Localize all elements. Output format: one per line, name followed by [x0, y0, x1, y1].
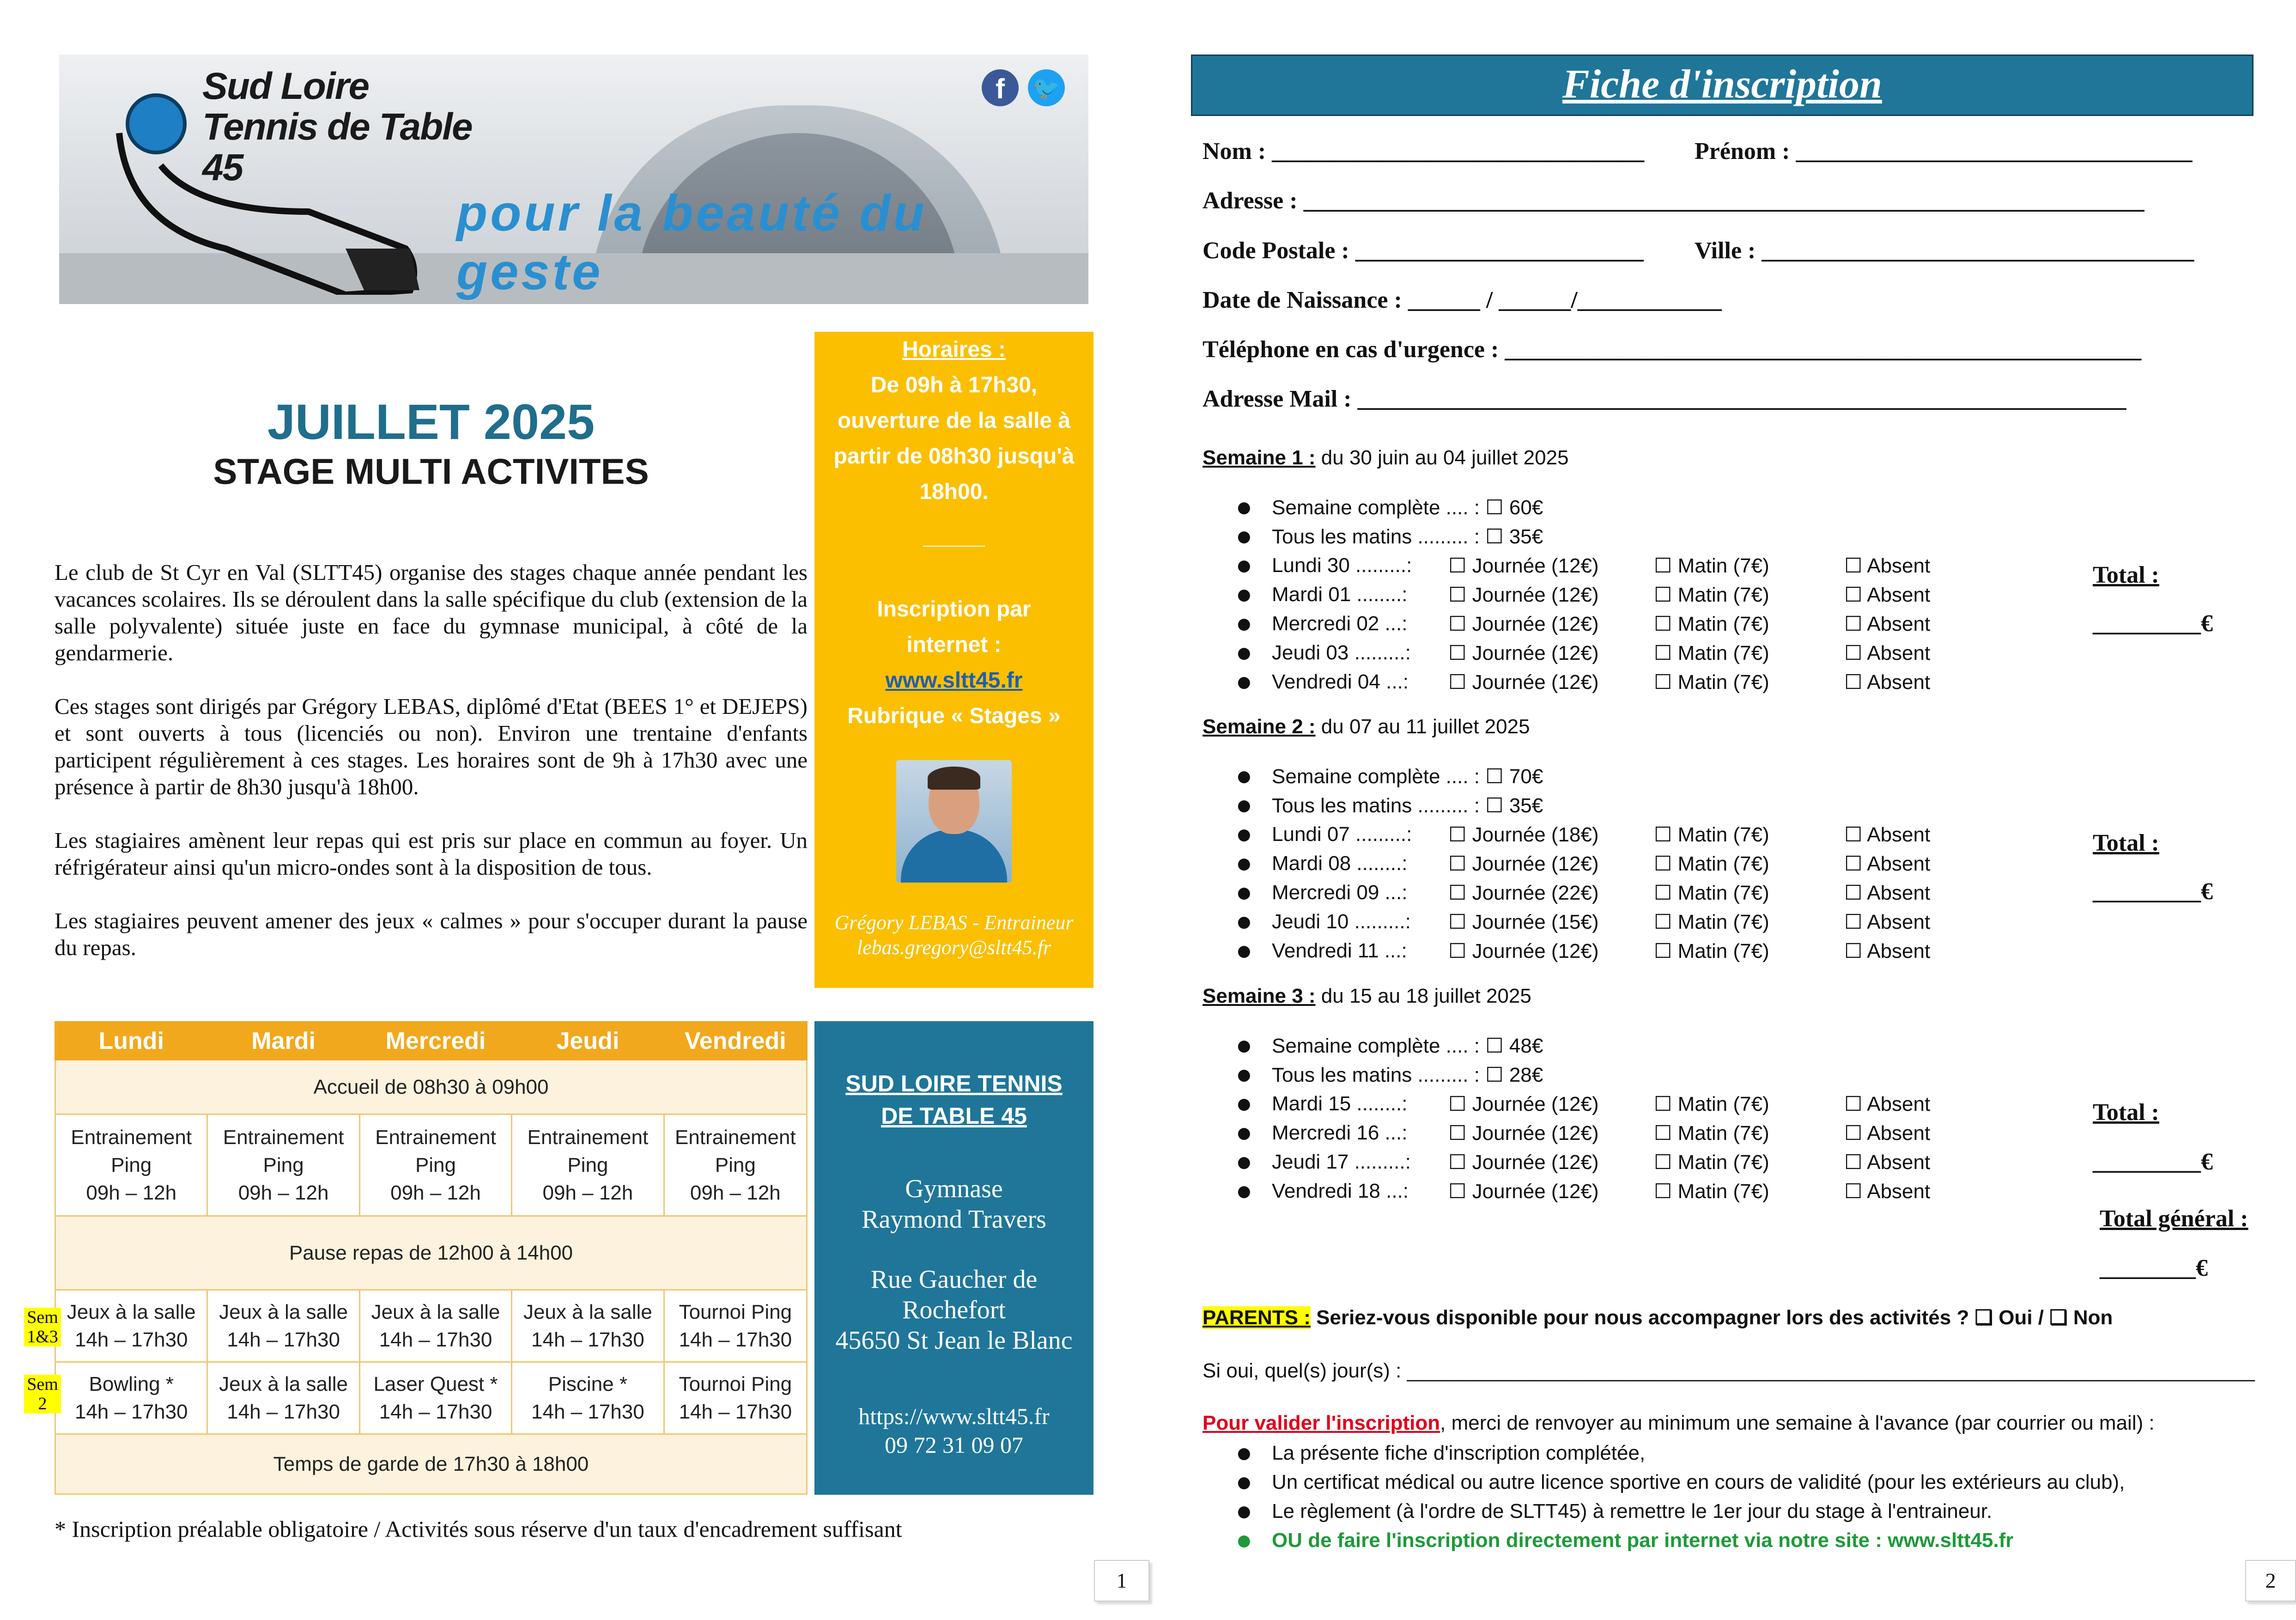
day-label: Vendredi 18 ...:: [1272, 1180, 1409, 1202]
jours-field[interactable]: Si oui, quel(s) jour(s) : ___________________________________________________________________________: [1203, 1359, 2255, 1382]
page-title: JUILLET 2025: [267, 394, 595, 450]
day-label: Jeudi 10 .........:: [1272, 910, 1411, 933]
total-general-value[interactable]: ________€: [2100, 1255, 2208, 1281]
week-2-header: Semaine 2 : du 07 au 11 juillet 2025: [1203, 715, 1530, 738]
bullet: ●: [1237, 673, 1251, 691]
week-1-matins[interactable]: Tous les matins ......... : ☐ 35€: [1272, 525, 1543, 548]
matin-checkbox[interactable]: ☐ Matin (7€): [1654, 1151, 1769, 1174]
matin-checkbox[interactable]: ☐ Matin (7€): [1654, 671, 1769, 694]
nom-field[interactable]: Nom : _______________________________: [1203, 138, 1645, 164]
journee-checkbox[interactable]: ☐ Journée (18€): [1448, 823, 1599, 846]
journee-checkbox[interactable]: ☐ Journée (12€): [1448, 1093, 1599, 1115]
matin-checkbox[interactable]: ☐ Matin (7€): [1654, 1093, 1769, 1115]
morning-cell: Entrainement Ping 09h – 12h: [664, 1115, 807, 1216]
bullet: ●: [1237, 767, 1251, 786]
day-label: Jeudi 03 .........:: [1272, 641, 1411, 664]
week-3-total-value[interactable]: _________€: [2093, 1149, 2213, 1175]
matin-checkbox[interactable]: ☐ Matin (7€): [1654, 853, 1769, 875]
club-name: SUD LOIRE TENNIS DE TABLE 45: [845, 1071, 1063, 1129]
afternoon-cell-sem13: Jeux à la salle 14h – 17h30: [207, 1290, 359, 1362]
absent-checkbox[interactable]: ☐ Absent: [1844, 671, 1931, 694]
code-postal-field[interactable]: Code Postale : ________________________: [1203, 238, 1644, 264]
matin-checkbox[interactable]: ☐ Matin (7€): [1654, 1122, 1769, 1145]
absent-checkbox[interactable]: ☐ Absent: [1844, 940, 1931, 962]
club-url[interactable]: https://www.sltt45.fr: [858, 1403, 1050, 1429]
horaires-text: De 09h à 17h30, ouverture de la salle à partir de 08h30 jusqu'à 18h00.: [833, 373, 1075, 504]
journee-checkbox[interactable]: ☐ Journée (12€): [1448, 671, 1599, 694]
bullet: ●: [1237, 1066, 1251, 1084]
bullet: ●: [1237, 615, 1251, 633]
day-header: Jeudi: [512, 1022, 664, 1060]
inscription-label: Inscription par internet :: [877, 597, 1031, 657]
week-3-header: Semaine 3 : du 15 au 18 juillet 2025: [1203, 985, 1531, 1007]
coach-email[interactable]: lebas.gregory@sltt45.fr: [856, 936, 1051, 959]
bullet: ●: [1237, 883, 1251, 902]
absent-checkbox[interactable]: ☐ Absent: [1844, 1122, 1931, 1145]
absent-checkbox[interactable]: ☐ Absent: [1844, 1093, 1931, 1115]
morning-cell: Entrainement Ping 09h – 12h: [512, 1115, 664, 1216]
week-2-matins[interactable]: Tous les matins ......... : ☐ 35€: [1272, 794, 1543, 817]
absent-checkbox[interactable]: ☐ Absent: [1844, 1151, 1931, 1174]
journee-checkbox[interactable]: ☐ Journée (12€): [1448, 554, 1599, 577]
club-logo-text: [202, 66, 472, 188]
week-1-complete[interactable]: Semaine complète .... : ☐ 60€: [1272, 496, 1543, 519]
absent-checkbox[interactable]: ☐ Absent: [1844, 554, 1931, 577]
day-label: Mercredi 02 ...:: [1272, 612, 1408, 635]
absent-checkbox[interactable]: ☐ Absent: [1844, 911, 1931, 933]
pause-row: Pause repas de 12h00 à 14h00: [55, 1216, 807, 1290]
journee-checkbox[interactable]: ☐ Journée (15€): [1448, 911, 1599, 933]
morning-cell: Entrainement Ping 09h – 12h: [359, 1115, 511, 1216]
matin-checkbox[interactable]: ☐ Matin (7€): [1654, 642, 1769, 664]
logo-line-1: Sud Loire: [202, 65, 369, 107]
form-title: Fiche d'inscription: [1191, 55, 2253, 116]
week-3-complete[interactable]: Semaine complète .... : ☐ 48€: [1272, 1035, 1543, 1057]
bullet: ●: [1237, 1444, 1251, 1462]
ville-field[interactable]: Ville : ____________________________________: [1695, 238, 2194, 264]
matin-checkbox[interactable]: ☐ Matin (7€): [1654, 940, 1769, 962]
intro-paragraph: Ces stages sont dirigés par Grégory LEBAS, diplômé d'Etat (BEES 1° et DEJEPS) et sont ouverts à tous (licenciés ou non). Environ une trentaine d'enfants participent régulièrement à ces stages. Les horaires sont de 9h à 17h30 avec une présence à partir de 8h30 jusqu'à 18h00.: [55, 694, 808, 799]
week-2-complete[interactable]: Semaine complète .... : ☐ 70€: [1272, 765, 1543, 788]
afternoon-cell-sem13: Jeux à la salle 14h – 17h30: [359, 1290, 511, 1362]
venue-address: Rue Gaucher de Rochefort 45650 St Jean le Blanc: [835, 1265, 1073, 1355]
requirement-item: Un certificat médical ou autre licence sportive en cours de validité (pour les extérieurs au club),: [1272, 1471, 2125, 1493]
adresse-field[interactable]: Adresse : ______________________________________________________________________: [1203, 188, 2144, 214]
absent-checkbox[interactable]: ☐ Absent: [1844, 882, 1931, 904]
day-header: Mardi: [207, 1022, 359, 1060]
week-1-total-label: Total :: [2093, 562, 2159, 588]
intro-paragraph: Les stagiaires amènent leur repas qui est pris sur place en commun au foyer. Un réfrigérateur ainsi qu'un micro-ondes sont à la disposition de tous.: [55, 828, 808, 880]
slogan: pour la beauté du geste: [456, 185, 927, 300]
absent-checkbox[interactable]: ☐ Absent: [1844, 853, 1931, 875]
requirement-item: La présente fiche d'inscription complétée,: [1272, 1442, 1646, 1464]
schedule-table: [55, 1021, 808, 1495]
matin-checkbox[interactable]: ☐ Matin (7€): [1654, 613, 1769, 635]
week-3-matins[interactable]: Tous les matins ......... : ☐ 28€: [1272, 1064, 1543, 1086]
horaires-label: Horaires :: [902, 337, 1006, 362]
total-general-label: Total général :: [2100, 1206, 2248, 1232]
bullet: ●: [1237, 644, 1251, 662]
day-header: Mercredi: [359, 1022, 511, 1060]
bullet: ●: [1237, 854, 1251, 873]
coach-name: Grégory LEBAS - Entraineur: [834, 911, 1074, 934]
afternoon-cell-sem2: Jeux à la salle 14h – 17h30: [207, 1362, 359, 1434]
journee-checkbox[interactable]: ☐ Journée (12€): [1448, 1122, 1599, 1145]
week-1-total-value[interactable]: _________€: [2093, 610, 2213, 637]
morning-cell: Entrainement Ping 09h – 12h: [207, 1115, 359, 1216]
sem13-label: Sem 1&3: [24, 1308, 61, 1346]
bullet: ●: [1237, 1153, 1251, 1171]
journee-checkbox[interactable]: ☐ Journée (12€): [1448, 940, 1599, 962]
bullet: ●: [1237, 913, 1251, 931]
bullet: ●: [1237, 498, 1251, 517]
bullet: ●: [1237, 527, 1251, 546]
matin-checkbox[interactable]: ☐ Matin (7€): [1654, 1180, 1769, 1203]
bullet: ●: [1237, 1036, 1251, 1055]
page-number: 1: [1094, 1560, 1149, 1602]
logo-line-2: Tennis de Table: [202, 106, 472, 148]
bullet: ●: [1237, 1473, 1251, 1492]
journee-checkbox[interactable]: ☐ Journée (22€): [1448, 882, 1599, 904]
bullet: ●: [1237, 1182, 1251, 1200]
intro-text: [55, 559, 808, 988]
week-2-total-value[interactable]: _________€: [2093, 878, 2213, 905]
week-2-total-label: Total :: [2093, 830, 2159, 856]
website-link[interactable]: www.sltt45.fr: [885, 668, 1023, 693]
coach-info: [814, 910, 1093, 960]
facebook-icon[interactable]: f: [982, 69, 1019, 106]
day-label: Mardi 08 ........:: [1272, 852, 1408, 875]
parents-question[interactable]: PARENTS : Seriez-vous disponible pour nous accompagner lors des activités ? ❑ Oui / ❑ Non: [1203, 1306, 2113, 1329]
email-field[interactable]: Adresse Mail : ________________________________________________________________: [1203, 386, 2126, 412]
journee-checkbox[interactable]: ☐ Journée (12€): [1448, 853, 1599, 875]
telephone-urgence-field[interactable]: Téléphone en cas d'urgence : _____________________________________________________: [1203, 336, 2142, 363]
matin-checkbox[interactable]: ☐ Matin (7€): [1654, 823, 1769, 846]
bullet: ●: [1237, 942, 1251, 960]
afternoon-cell-sem13: Jeux à la salle 14h – 17h30: [512, 1290, 664, 1362]
matin-checkbox[interactable]: ☐ Matin (7€): [1654, 882, 1769, 904]
bullet: ●: [1237, 556, 1251, 575]
day-label: Jeudi 17 .........:: [1272, 1151, 1411, 1173]
bullet: ●: [1237, 825, 1251, 844]
afternoon-cell-sem2: Piscine * 14h – 17h30: [512, 1362, 664, 1434]
day-label: Lundi 07 .........:: [1272, 823, 1412, 846]
afternoon-cell-sem13: Jeux à la salle 14h – 17h30: [55, 1290, 207, 1362]
matin-checkbox[interactable]: ☐ Matin (7€): [1654, 554, 1769, 577]
day-label: Mercredi 09 ...:: [1272, 881, 1408, 904]
day-header: Vendredi: [664, 1022, 807, 1060]
absent-checkbox[interactable]: ☐ Absent: [1844, 823, 1931, 846]
absent-checkbox[interactable]: ☐ Absent: [1844, 642, 1931, 664]
week-3-total-label: Total :: [2093, 1099, 2159, 1126]
info-box-horaires: [814, 332, 1093, 988]
bullet: ●: [1237, 796, 1251, 815]
matin-checkbox[interactable]: ☐ Matin (7€): [1654, 584, 1769, 606]
coach-photo: [896, 760, 1012, 883]
twitter-icon[interactable]: 🐦: [1028, 69, 1065, 106]
separator: _____: [923, 524, 985, 549]
bullet: ●: [1237, 1095, 1251, 1113]
matin-checkbox[interactable]: ☐ Matin (7€): [1654, 911, 1769, 933]
header-banner: [59, 55, 1088, 304]
journee-checkbox[interactable]: ☐ Journée (12€): [1448, 613, 1599, 635]
bullet: ●: [1237, 1531, 1251, 1550]
intro-paragraph: Le club de St Cyr en Val (SLTT45) organise des stages chaque année pendant les vacances scolaires. Ils se déroulent dans la salle spécifique du club (extension de la salle polyvalente) située juste en face du gymnase municipal, à côté de la gendarmerie.: [55, 560, 808, 665]
page-number: 2: [2245, 1560, 2296, 1602]
week-1-header: Semaine 1 : du 30 juin au 04 juillet 2025: [1203, 446, 1569, 469]
absent-checkbox[interactable]: ☐ Absent: [1844, 584, 1931, 606]
afternoon-cell-sem2: Tournoi Ping 14h – 17h30: [664, 1362, 807, 1434]
afternoon-cell-sem2: Bowling * 14h – 17h30: [55, 1362, 207, 1434]
club-address-box: [814, 1021, 1093, 1495]
valider-text: Pour valider l'inscription, merci de renvoyer au minimum une semaine à l'avance (par courrier ou mail) :: [1203, 1412, 2155, 1434]
bullet: ●: [1237, 1502, 1251, 1521]
morning-cell: Entrainement Ping 09h – 12h: [55, 1115, 207, 1216]
day-label: Lundi 30 .........:: [1272, 554, 1412, 577]
prenom-field[interactable]: Prénom : _________________________________: [1695, 138, 2193, 164]
bullet: ●: [1237, 585, 1251, 604]
journee-checkbox[interactable]: ☐ Journée (12€): [1448, 642, 1599, 664]
logo-line-3: 45: [202, 146, 243, 189]
day-header: Lundi: [55, 1022, 207, 1060]
bullet: ●: [1237, 1124, 1251, 1142]
sem2-label: Sem 2: [24, 1375, 61, 1413]
journee-checkbox[interactable]: ☐ Journée (12€): [1448, 584, 1599, 606]
date-naissance-field[interactable]: Date de Naissance : ______ / ______/____________: [1203, 287, 1722, 313]
club-phone: 09 72 31 09 07: [885, 1432, 1023, 1458]
requirement-item: Le règlement (à l'ordre de SLTT45) à remettre le 1er jour du stage à l'entraineur.: [1272, 1500, 1992, 1523]
rubrique-text: Rubrique « Stages »: [847, 704, 1061, 728]
day-label: Mercredi 16 ...:: [1272, 1121, 1408, 1144]
absent-checkbox[interactable]: ☐ Absent: [1844, 1180, 1931, 1203]
day-label: Vendredi 04 ...:: [1272, 670, 1409, 693]
day-label: Vendredi 11 ...:: [1272, 939, 1407, 962]
journee-checkbox[interactable]: ☐ Journée (12€): [1448, 1151, 1599, 1174]
absent-checkbox[interactable]: ☐ Absent: [1844, 613, 1931, 635]
footnote: * Inscription préalable obligatoire / Activités sous réserve d'un taux d'encadrement suffisant: [55, 1516, 902, 1542]
intro-paragraph: Les stagiaires peuvent amener des jeux « calmes » pour s'occuper durant la pause du repas.: [55, 908, 808, 960]
accueil-row: Accueil de 08h30 à 09h00: [55, 1060, 807, 1115]
garde-row: Temps de garde de 17h30 à 18h00: [55, 1434, 807, 1494]
page-subtitle: STAGE MULTI ACTIVITES: [213, 451, 649, 492]
afternoon-cell-sem2: Laser Quest * 14h – 17h30: [359, 1362, 511, 1434]
requirement-item-online[interactable]: OU de faire l'inscription directement par internet via notre site : www.sltt45.fr: [1272, 1529, 2014, 1552]
venue-name: Gymnase Raymond Travers: [862, 1175, 1046, 1234]
day-label: Mardi 15 ........:: [1272, 1092, 1408, 1115]
journee-checkbox[interactable]: ☐ Journée (12€): [1448, 1180, 1599, 1203]
afternoon-cell-sem13: Tournoi Ping 14h – 17h30: [664, 1290, 807, 1362]
day-label: Mardi 01 ........:: [1272, 583, 1408, 606]
